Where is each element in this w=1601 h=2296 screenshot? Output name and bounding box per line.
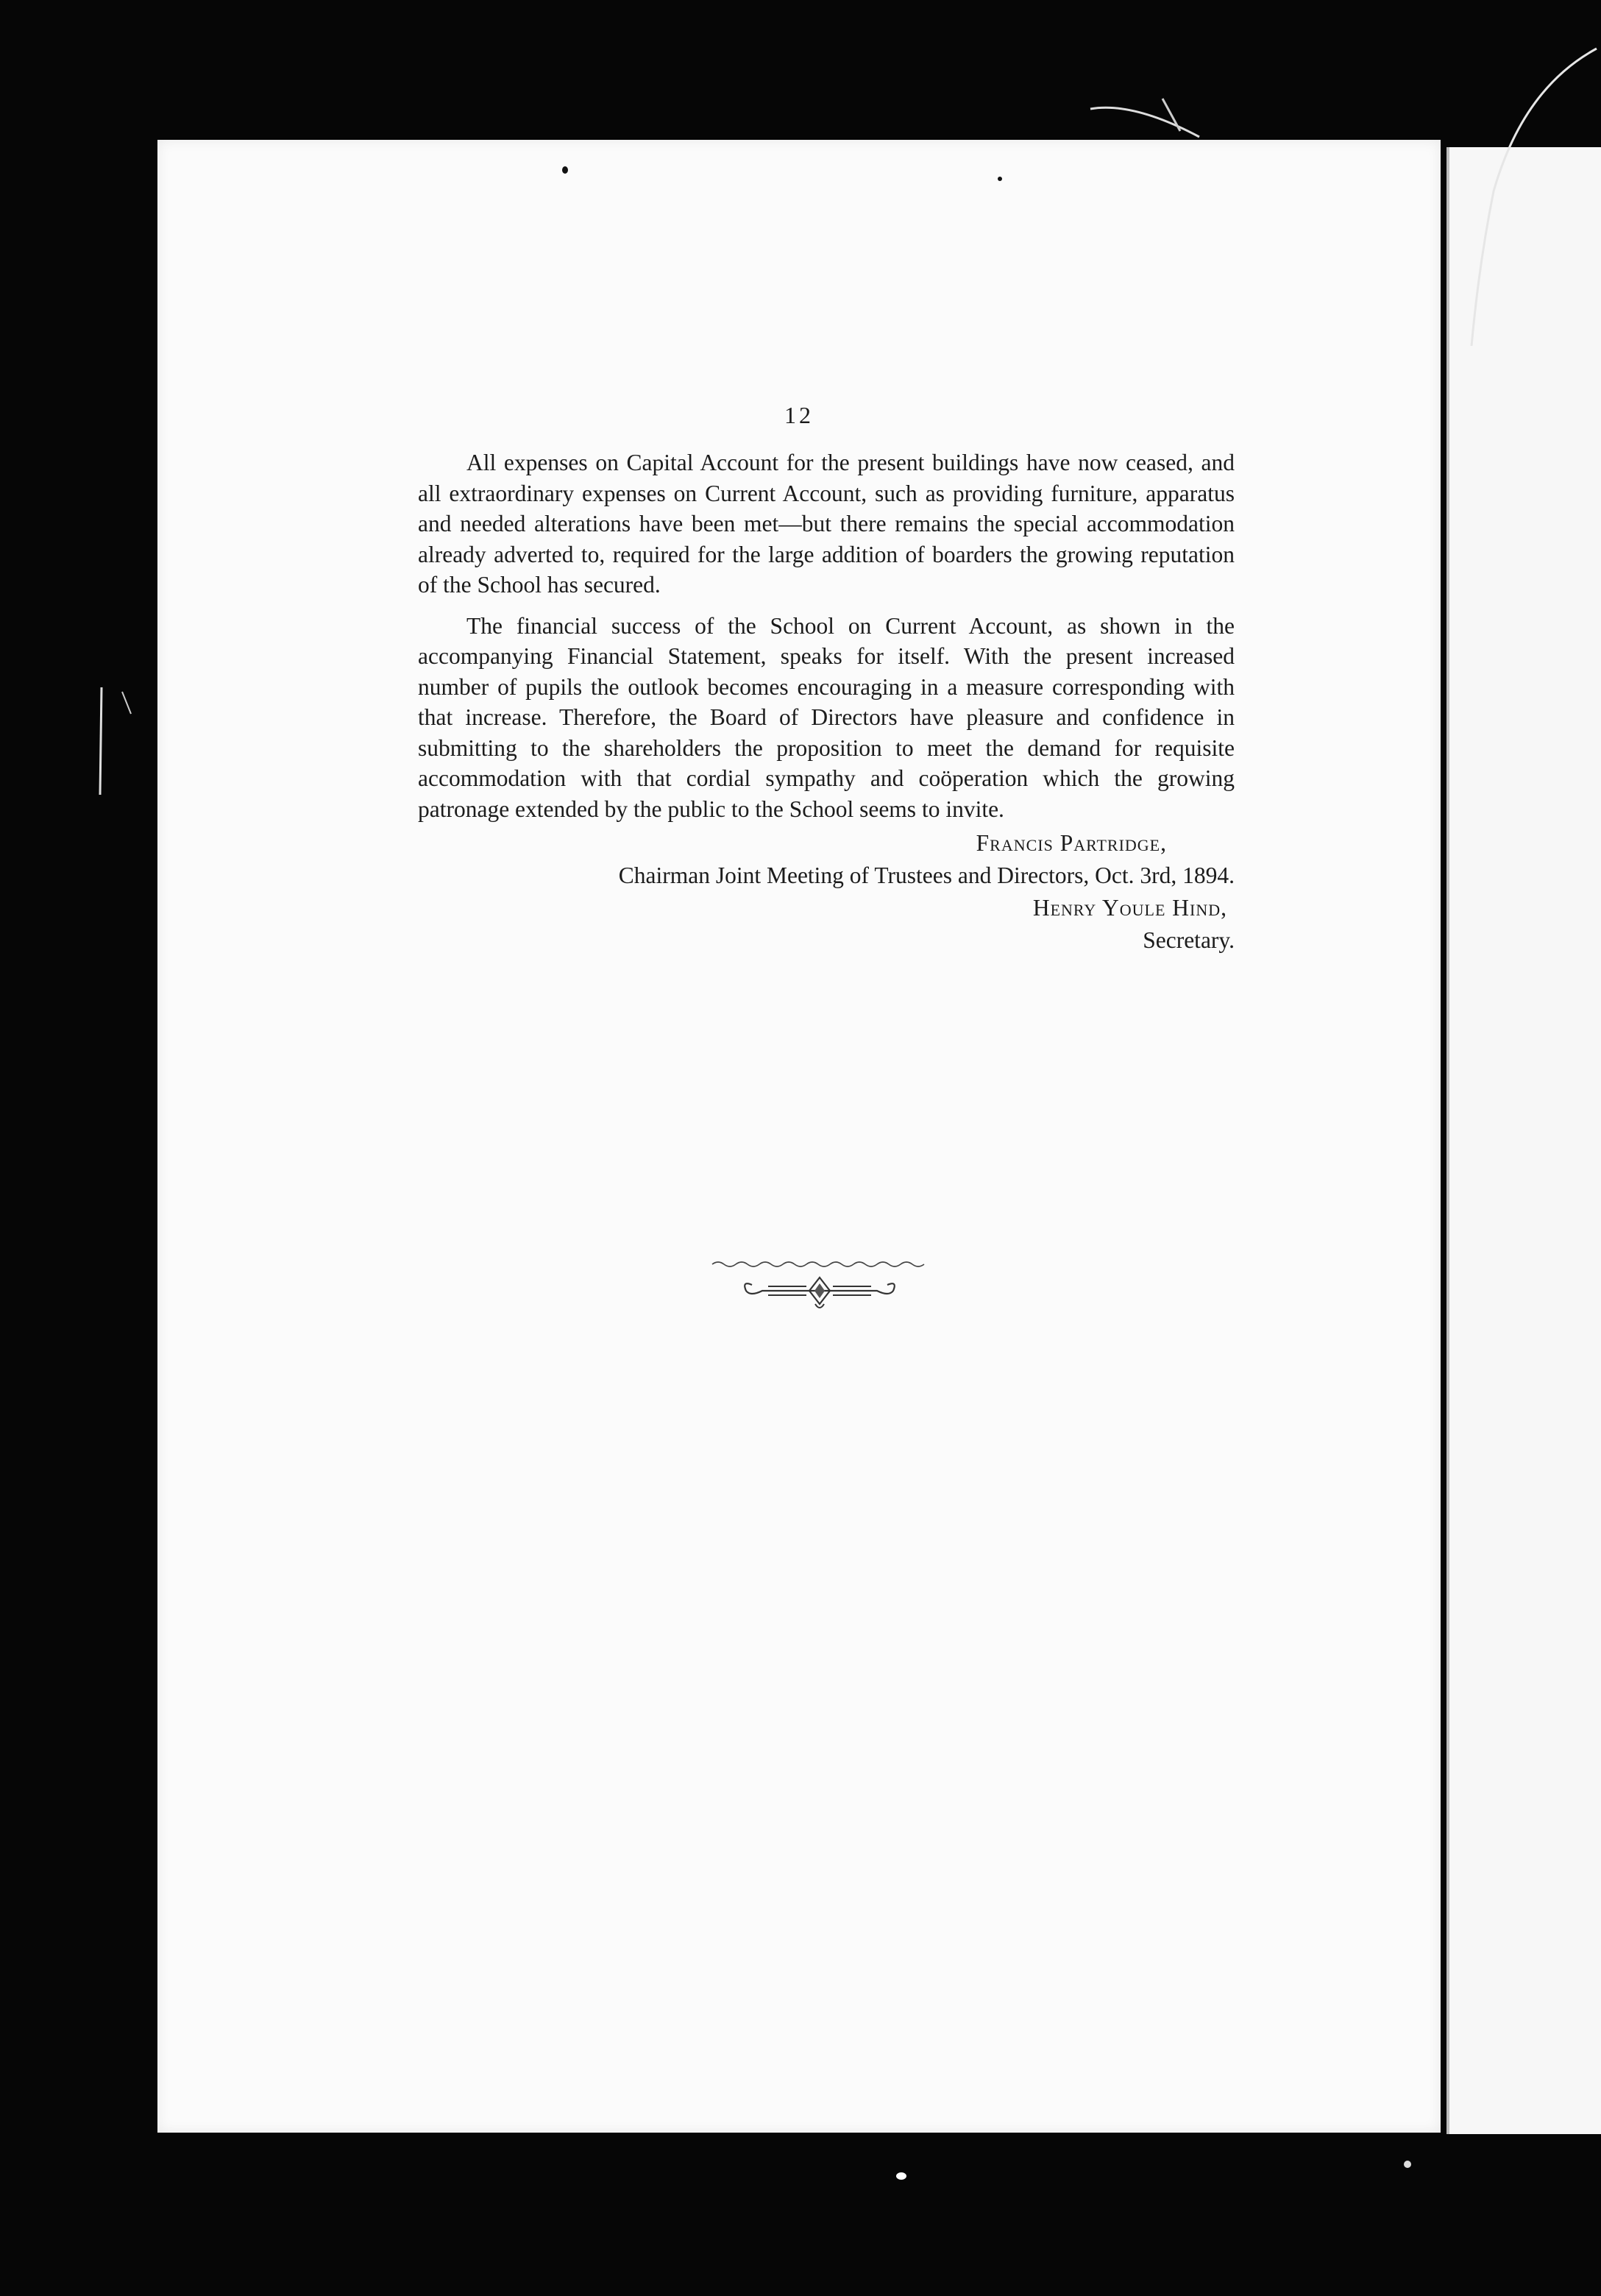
document-page: [157, 140, 1441, 2133]
adjacent-page-edge: [1446, 147, 1601, 2134]
scan-speck: [896, 2172, 906, 2180]
paragraph-financial-success: The financial success of the School on Current Account, as shown in the accompanying Financial Statement, speaks for itself. With the present increased number of pupils the outlook becomes encouraging in a measure corresponding with that increase. Therefore, the Board of Directors have pleasure and confidence in submitting to the shareholders the proposition to meet the demand for requisite accommodation with that cordial sympathy and coöperation which the growing patronage extended by the public to the School seems to invite.: [418, 612, 1235, 822]
signature-chairman-title: Chairman Joint Meeting of Trustees and Directors, Oct. 3rd, 1894.: [618, 862, 1235, 888]
decorative-tailpiece-icon: [709, 1258, 930, 1317]
body-text: [418, 447, 1235, 957]
scan-speck: [562, 166, 568, 174]
signature-secretary-title: Secretary.: [1143, 927, 1235, 953]
scan-scratch: [1464, 44, 1601, 353]
signature-secretary-name: Henry Youle Hind,: [1032, 895, 1227, 921]
scan-speck: [998, 177, 1002, 181]
scan-scratch: [1089, 96, 1207, 147]
page-number: 12: [784, 402, 814, 428]
scan-scratch: [87, 684, 138, 802]
paragraph-capital-account: All expenses on Capital Account for the present buildings have now ceased, and all extraordinary expenses on Current Account, such as providing furniture, apparatus and needed alterations have been met—but there remains the special accommodation already adverted to, required for the large addition of boarders the growing reputation of the School has secured.: [418, 450, 1235, 598]
scan-speck: [1404, 2161, 1411, 2168]
signature-chairman-name: Francis Partridge,: [976, 830, 1167, 856]
